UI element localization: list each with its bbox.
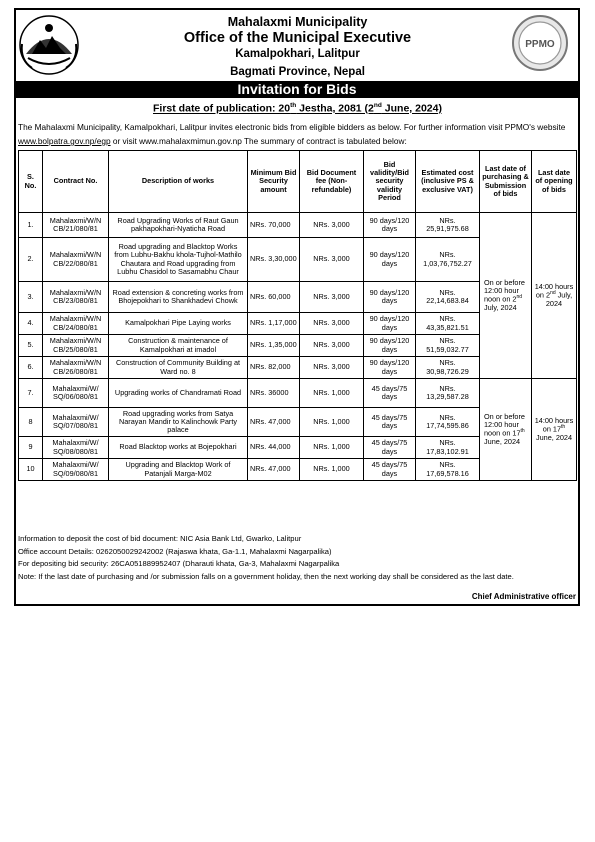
cell-security: NRs. 82,000 bbox=[248, 357, 300, 379]
cell-sn: 2. bbox=[19, 238, 43, 282]
cell-security: NRs. 47,000 bbox=[248, 408, 300, 437]
cell-validity: 90 days/120 days bbox=[364, 238, 416, 282]
intro-text: The Mahalaxmi Municipality, Kamalpokhari, Lalitpur invites electronic bids from eligible bidders as below. For further information visit PPMO's website bbox=[18, 122, 566, 132]
cell-description: Construction & maintenance of Kamalpokhari at imadol bbox=[109, 335, 248, 357]
cell-contract: Mahalaxmi/W/N CB/22/080/81 bbox=[43, 238, 109, 282]
cell-fee: NRs. 3,000 bbox=[300, 335, 364, 357]
office-address: Kamalpokhari, Lalitpur bbox=[235, 48, 360, 60]
cell-security: NRs. 60,000 bbox=[248, 282, 300, 313]
publication-date: First date of publication: 20th Jestha, 2081 (2nd June, 2024) bbox=[153, 102, 442, 115]
cell-estimate: NRs. 22,14,683.84 bbox=[416, 282, 480, 313]
cell-validity: 45 days/75 days bbox=[364, 408, 416, 437]
cell-fee: NRs. 1,000 bbox=[300, 408, 364, 437]
col-header-estimate: Estimated cost (inclusive PS & exclusive VAT) bbox=[416, 151, 480, 213]
col-header-last-opening: Last date of opening of bids bbox=[532, 151, 577, 213]
cell-sn: 3. bbox=[19, 282, 43, 313]
municipality-name: Mahalaxmi Municipality bbox=[227, 15, 368, 29]
cell-contract: Mahalaxmi/W/ SQ/06/080/81 bbox=[43, 379, 109, 408]
bids-table-body bbox=[19, 213, 577, 481]
cell-validity: 90 days/120 days bbox=[364, 335, 416, 357]
cell-opening-date: 14:00 hours on 2nd July, 2024 bbox=[532, 213, 577, 379]
cell-description: Road upgrading and Blacktop Works from Lubhu-Bakhu khola-Tujhol-Mathilo Chautara and Road upgrading from Lubhu Chasidol to Sasamabhu Chaur bbox=[109, 238, 248, 282]
cell-opening-date: 14:00 hours on 17th June, 2024 bbox=[532, 379, 577, 481]
cell-security: NRs. 70,000 bbox=[248, 213, 300, 238]
cell-fee: NRs. 3,000 bbox=[300, 238, 364, 282]
cell-security: NRs. 1,17,000 bbox=[248, 313, 300, 335]
holiday-note: Note: If the last date of purchasing and /or submission falls on a government holiday, then the next working day shall be considered as the last date. bbox=[18, 571, 514, 581]
table-row bbox=[19, 379, 577, 408]
cell-description: Construction of Community Building at Ward no. 8 bbox=[109, 357, 248, 379]
cell-sn: 5. bbox=[19, 335, 43, 357]
cell-description: Road Blacktop works at Bojepokhari bbox=[109, 437, 248, 459]
cell-validity: 90 days/120 days bbox=[364, 282, 416, 313]
cell-sn: 1. bbox=[19, 213, 43, 238]
page-title: Invitation for Bids bbox=[15, 81, 579, 98]
cell-fee: NRs. 3,000 bbox=[300, 357, 364, 379]
cell-estimate: NRs. 25,91,975.68 bbox=[416, 213, 480, 238]
cell-sn: 10 bbox=[19, 459, 43, 481]
cell-contract: Mahalaxmi/W/N CB/21/080/81 bbox=[43, 213, 109, 238]
cell-sn: 7. bbox=[19, 379, 43, 408]
cell-estimate: NRs. 17,69,578.16 bbox=[416, 459, 480, 481]
bid-security-line: For depositing bid security: 26CA051889952407 (Dharauti khata, Ga-3, Mahalaxmi Nagarpalika bbox=[18, 559, 340, 568]
col-header-security: Minimum Bid Security amount bbox=[248, 151, 300, 213]
cell-security: NRs. 1,35,000 bbox=[248, 335, 300, 357]
col-header-fee: Bid Document fee (Non-refundable) bbox=[300, 151, 364, 213]
cell-contract: Mahalaxmi/W/ SQ/08/080/81 bbox=[43, 437, 109, 459]
cell-fee: NRs. 3,000 bbox=[300, 213, 364, 238]
cell-fee: NRs. 3,000 bbox=[300, 313, 364, 335]
cell-last-purchase-date: On or before 12:00 hour noon on 2nd July, 2024 bbox=[480, 213, 532, 379]
cell-contract: Mahalaxmi/W/ SQ/09/080/81 bbox=[43, 459, 109, 481]
col-header-description: Description of works bbox=[109, 151, 248, 213]
cell-contract: Mahalaxmi/W/ SQ/07/080/81 bbox=[43, 408, 109, 437]
table-header-row bbox=[19, 151, 577, 213]
cell-security: NRs. 44,000 bbox=[248, 437, 300, 459]
bids-table bbox=[18, 150, 577, 481]
cell-estimate: NRs. 17,83,102.91 bbox=[416, 437, 480, 459]
province-name: Bagmati Province, Nepal bbox=[230, 66, 365, 78]
cell-description: Road Upgrading Works of Raut Gaun pakhapokhari-Nyaticha Road bbox=[109, 213, 248, 238]
cell-contract: Mahalaxmi/W/N CB/25/080/81 bbox=[43, 335, 109, 357]
cell-validity: 90 days/120 days bbox=[364, 213, 416, 238]
col-header-sn: S. No. bbox=[19, 151, 43, 213]
intro-paragraph bbox=[18, 120, 580, 148]
office-name: Office of the Municipal Executive bbox=[183, 30, 412, 46]
col-header-contract: Contract No. bbox=[43, 151, 109, 213]
cell-description: Upgrading works of Chandramati Road bbox=[109, 379, 248, 408]
bolpatra-link[interactable]: www.bolpatra.gov.np/egp bbox=[18, 136, 111, 146]
account-details-line: Office account Details: 0262050029242002 (Rajaswa khata, Ga-1.1, Mahalaxmi Nagarpalika) bbox=[18, 546, 332, 556]
cell-fee: NRs. 1,000 bbox=[300, 379, 364, 408]
cell-fee: NRs. 1,000 bbox=[300, 459, 364, 481]
cell-security: NRs. 47,000 bbox=[248, 459, 300, 481]
cell-contract: Mahalaxmi/W/N CB/26/080/81 bbox=[43, 357, 109, 379]
cell-estimate: NRs. 13,29,587.28 bbox=[416, 379, 480, 408]
cell-security: NRs. 3,30,000 bbox=[248, 238, 300, 282]
table-row bbox=[19, 213, 577, 238]
intro-text-2: or visit www.mahalaxmimun.gov.np The summary of contract is tabulated below: bbox=[110, 136, 407, 146]
cell-description: Kamalpokhari Pipe Laying works bbox=[109, 313, 248, 335]
cell-estimate: NRs. 43,35,821.51 bbox=[416, 313, 480, 335]
cell-validity: 45 days/75 days bbox=[364, 459, 416, 481]
cell-description: Road upgrading works from Satya Narayan Mandir to Kalinchowk Party palace bbox=[109, 408, 248, 437]
deposit-info-line: Information to deposit the cost of bid document: NIC Asia Bank Ltd, Gwarko, Lalitpur bbox=[18, 534, 302, 543]
cell-fee: NRs. 3,000 bbox=[300, 282, 364, 313]
cell-validity: 45 days/75 days bbox=[364, 379, 416, 408]
cell-security: NRs. 36000 bbox=[248, 379, 300, 408]
cell-sn: 4. bbox=[19, 313, 43, 335]
col-header-validity: Bid validity/Bid security validity Period bbox=[364, 151, 416, 213]
cell-validity: 90 days/120 days bbox=[364, 357, 416, 379]
cell-validity: 90 days/120 days bbox=[364, 313, 416, 335]
cell-contract: Mahalaxmi/W/N CB/23/080/81 bbox=[43, 282, 109, 313]
cell-sn: 6. bbox=[19, 357, 43, 379]
cell-description: Upgrading and Blacktop Work of Patanjali Marga-M02 bbox=[109, 459, 248, 481]
cell-last-purchase-date: On or before 12:00 hour noon on 17th June, 2024 bbox=[480, 379, 532, 481]
svg-text:PPMO: PPMO bbox=[525, 39, 555, 50]
signatory-title: Chief Administrative officer bbox=[471, 592, 576, 601]
cell-estimate: NRs. 17,74,595.86 bbox=[416, 408, 480, 437]
cell-sn: 8 bbox=[19, 408, 43, 437]
cell-estimate: NRs. 1,03,76,752.27 bbox=[416, 238, 480, 282]
deposit-info bbox=[18, 533, 580, 583]
cell-description: Road extension & concreting works from Bhojepokhari to Shankhadevi Chowk bbox=[109, 282, 248, 313]
cell-contract: Mahalaxmi/W/N CB/24/080/81 bbox=[43, 313, 109, 335]
cell-sn: 9 bbox=[19, 437, 43, 459]
cell-estimate: NRs. 51,59,032.77 bbox=[416, 335, 480, 357]
cell-estimate: NRs. 30,98,726.29 bbox=[416, 357, 480, 379]
col-header-last-purchase: Last date of purchasing & Submission of bids bbox=[480, 151, 532, 213]
cell-fee: NRs. 1,000 bbox=[300, 437, 364, 459]
cell-validity: 45 days/75 days bbox=[364, 437, 416, 459]
